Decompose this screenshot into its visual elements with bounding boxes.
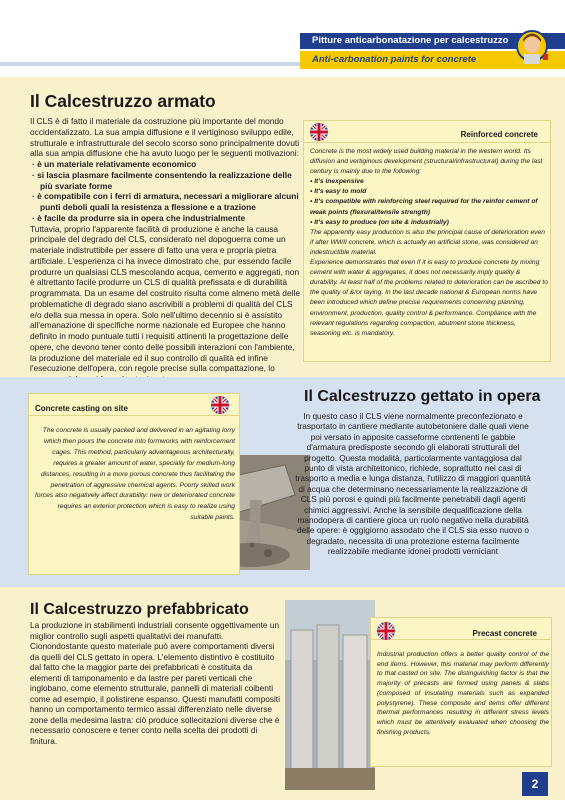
english-box-cast-on-site (28, 393, 240, 575)
english-box-title: Precast concrete (472, 629, 537, 638)
english-box-title: Concrete casting on site (35, 404, 128, 413)
header-title-it: Pitture anticarbonatazione per calcestruzzo (312, 35, 509, 46)
uk-flag-icon (310, 123, 328, 141)
english-box-precast (370, 617, 552, 767)
uk-flag-icon (211, 396, 229, 414)
section1-paragraph: Tuttavia, proprio l'apparente facilità di produzione è anche la causa principale del degrado del CLS, considerato nel dopoguerra come un materiale indistruttibile per essere di fatto una vera e propria pietra artificiale. L'esperienza ci ha invece dimostrato che, pur essendo facile produrre un qualsiasi CLS mescolando acqua, cemento e aggregati, non è altrettanto facile produrre un CLS di qualità prefissata e di durabilità programmata. Da un esame del costruito risulta come almeno metà delle problematiche di degrado siano ascrivibili a problemi di qualità del CLS e/o della sua messa in opera. Solo nell'ultimo decennio si è assistito all'emanazione di specifiche norme nazionale ed Europee che hanno definito in modo puntuale tutti i requisiti attinenti la progettazione delle opere, che devono tener conto delle possibili interazioni con l'ambiente, la produzione del materiale ed il suo controllo di qualità ed infine l'esecuzione dell'opera, con regole precise sulla compattazione, lo (30, 223, 300, 374)
english-box-body (310, 147, 548, 339)
section3-title: Il Calcestruzzo prefabbricato (30, 601, 249, 618)
page-number-badge (522, 772, 548, 796)
english-box-body: Industrial production offers a better quality control of the end items. However, this material may perform differently to that casted on site. The distinguishing factor is that the majority of precasts are formed using panels & slabs (composed of insulating materials such as expanded polystyrene). These composite and items offer different thermal performances resulting in different stress levels which must be attentively evaluated when choosing the finishing products. (377, 651, 549, 736)
english-box-title: Reinforced concrete (460, 130, 538, 139)
english-bullet: • It's compatible with reinforcing steel required for the reinfor cement of weak points (flexural/tensile strength) (310, 198, 538, 216)
page-header (0, 0, 565, 75)
english-bullet: • It's easy to produce (on site & industrially) (310, 218, 449, 226)
section1-bullet: · è facile da produrre sia in opera che industrialmente (32, 212, 246, 223)
header-title-en: Anti-carbonation paints for concrete (312, 54, 477, 65)
precast-panels-photo (285, 600, 375, 790)
english-intro: Concrete is the most widely used building material in the western world. Its diffusion and vertiginous development (structural/infrastructural) during the last century is mainly due to the following: (310, 148, 543, 176)
page-number: 2 (531, 777, 539, 791)
section1-bullet: · è compatibile con i ferri di armatura, necessari a migliorare alcuni punti deboli quali la resistenza a flessione e a trazione (32, 191, 299, 212)
english-box-header (371, 618, 551, 640)
mascot-icon (514, 28, 550, 72)
section1-intro: Il CLS è di fatto il materiale da costruzione più importante del mondo occidentalizzato. La sua ampia diffusione e il vertiginoso sviluppo edile, strutturale e infrastrutturale del secolo scorso sono principalmente dovuti alla sua ampia diffusione che ha avuto luogo per le seguenti motivazioni: (30, 116, 300, 159)
english-paragraph: The apparently easy production is also the principal cause of deterioration even if after WWII concrete, which is actually an artificial stone, was considered an indestructible material. (310, 228, 545, 256)
header-stripe (0, 62, 300, 66)
section2-title: Il Calcestruzzo gettato in opera (304, 388, 541, 405)
english-box-header (29, 394, 239, 416)
english-box-body: The concrete is usually packed and delivered in an agitating lorry which then pours the concrete into formworks with reinforcement cages. This method, particularly advantageous architecturally, requires a greater amount of water, specially for medium-long distances, resulting in a more porous concrete thus facilitating the penetration of aggressive chemical agents. Poorly skilled work forces also negatively affect durability: new or deteriorated concrete requires an exterior protection which is easy to realize using suitable paints. (35, 427, 235, 522)
section2-body: In questo caso il CLS viene normalmente preconfezionato e trasportato in cantiere mediante autobetoniere dalle quali viene poi versato in apposite casseforme contenenti le gabbie d'armatura predisposte secondo gli elaborati strutturali del progetto. Questa modalità, particolarmente vantaggiosa dal punto di vista architettonico, richiede, soprattutto nei casi di trasporto a media e lunga distanza, l'utilizzo di maggiori quantità di acqua che determinano necessariamente la realizzazione di CLS più porosi e quindi più facilmente penetrabili dagli agenti chimici aggressivi. Anche la sensibile dequalificazione della manodopera di cantiere gioca un ruolo negativo nella durabilità delle opere: è oggigiorno assodato che il CLS sia esso nuovo o degradato, necessita di una protezione esterna facilmente realizzabile mediante idonei prodotti verniciant (295, 411, 531, 557)
english-bullet: • It's inexpensive (310, 178, 364, 186)
english-bullet: • It's easy to mold (310, 188, 367, 196)
section1-bullet: · è un materiale relativamente economico (32, 159, 197, 169)
english-box-reinforced (303, 120, 551, 362)
section3-body: La produzione in stabilimenti industriali consente oggettivamente un miglior controllo sugli aspetti qualitativi dei manufatti. Cionondostante questo materiale può avere comportamenti diversi da quelli del CLS gettato in opera. L'elemento distintivo è costituito dal fatto che la maggior parte dei prefabbricati è costituita da elementi di tamponamento e da lastre per pareti verticali che inglobano, come elemento strutturale, pannelli di materiali coibenti come ad esempio, il polistirene espanso. Questi manufatti compositi hanno un comportamento termico assai differenziato nelle diverse zone della medesima lastra: ciò produce sollecitazioni diverse che è necessario conoscere e tener conto nella scelta dei prodotti di finitura. (30, 620, 280, 746)
section1-title: Il Calcestruzzo armato (30, 91, 216, 111)
section1-bullet: · si lascia plasmare facilmente consentendo la realizzazione delle più svariate forme (32, 169, 292, 191)
uk-flag-icon (377, 622, 395, 640)
section1-body (30, 116, 300, 385)
english-paragraph: Experience demonstrates that even if it is easy to produce concrete by mixing cement with water & aggregates, it does not necessarily imply quality & durability. At least half of the problems related to deterioration can be ascribed to the quality of &/or laying. In the last decade national & European norms have been introduced which define precise requirements concerning planning, environment, production, quality control & performance. Compliance with the relevant regulations regarding compaction, abutment stone thickness, seasoning etc. is mandatory. (310, 259, 548, 337)
english-box-header (304, 121, 550, 143)
